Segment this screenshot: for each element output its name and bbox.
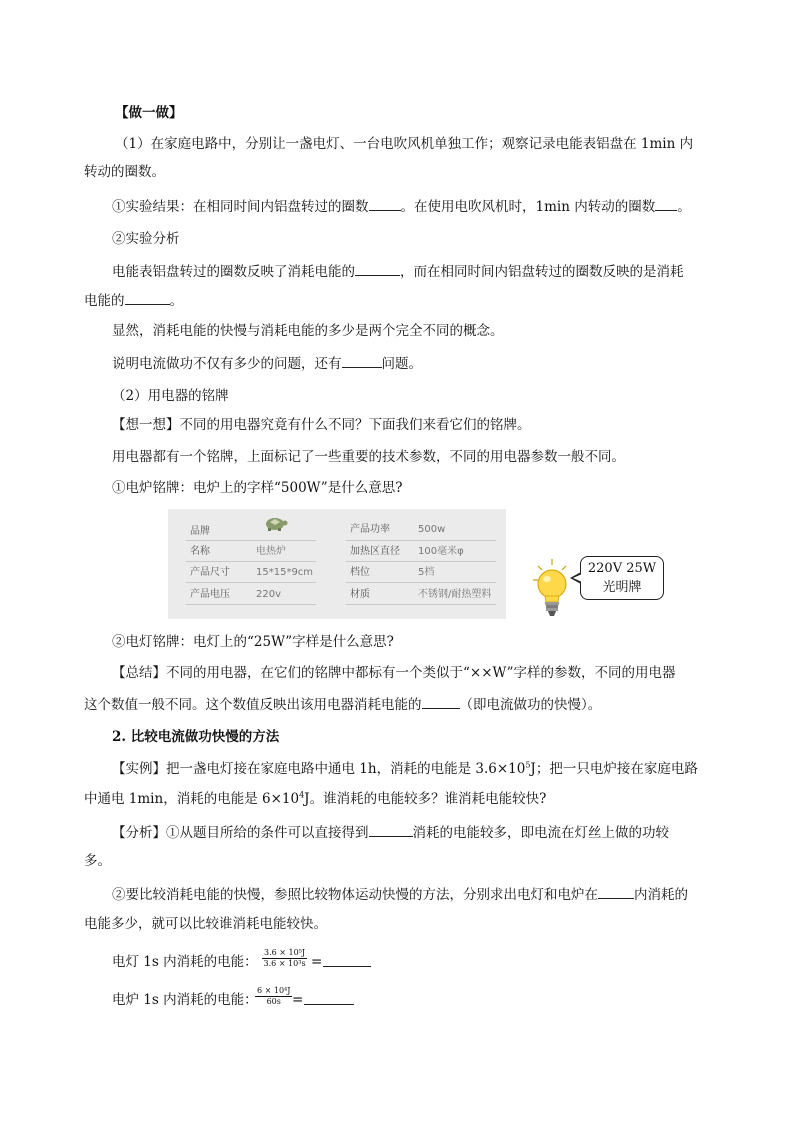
lamp-fraction	[262, 948, 307, 969]
stove-question: ①电炉铭牌：电炉上的字样“500W”是什么意思?	[112, 480, 403, 496]
summary-line: 这个数值一般不同。这个数值反映出该用电器消耗电能的 （即电流做功的快慢）。	[84, 697, 602, 713]
divider	[186, 561, 316, 562]
example-line: 【实例】把一盏电灯接在家庭电路中通电 1h，消耗的电能是 $3.6\times 10^5J$；把一只电炉接在家庭电路	[112, 760, 698, 777]
analysis-line: 电能的 。	[84, 293, 183, 309]
stove-nameplate	[168, 509, 506, 619]
plate-label: 产品功率	[350, 524, 390, 535]
stove-fraction	[255, 986, 292, 1007]
equals-sign: =	[292, 992, 304, 1008]
analysis-line: 电能表铝盘转过的圈数反映了消耗电能的 ，而在相同时间内铝盘转过的圈数反映的是消耗	[112, 264, 684, 280]
plate-label: 名称	[190, 546, 210, 557]
analysis-line: ②要比较消耗电能的快慢，参照比较物体运动快慢的方法，分别求出电灯和电炉在 内消耗的	[112, 887, 688, 903]
divider	[186, 540, 316, 541]
plate-value: 电热炉	[256, 546, 286, 557]
section-label-do: 【做一做】	[115, 105, 183, 121]
answer-blank	[323, 966, 371, 967]
answer-blank	[304, 1004, 354, 1005]
divider	[346, 540, 496, 541]
plate-label: 加热区直径	[350, 546, 400, 557]
analysis-heading: ②实验分析	[112, 231, 180, 247]
fraction-denominator: 60s	[266, 997, 281, 1006]
plate-label: 产品电压	[190, 589, 230, 600]
brand-logo-icon	[262, 515, 288, 531]
analysis-line: 电能多少，就可以比较谁消耗电能较快。	[84, 916, 327, 932]
analysis-line: 【分析】①从题目所给的条件可以直接得到 消耗的电能较多，即电流在灯丝上做的功较	[112, 825, 669, 841]
paragraph: 用电器都有一个铭牌，上面标记了一些重要的技术参数，不同的用电器参数一般不同。	[112, 449, 625, 465]
plate-value: 15*15*9cm	[256, 567, 314, 578]
plate-label: 材质	[350, 589, 370, 600]
divider	[346, 582, 496, 583]
divider	[186, 582, 316, 583]
subsection-heading: （2）用电器的铭牌	[112, 388, 229, 404]
fraction-numerator: 3.6 × 10⁵J	[264, 948, 306, 957]
section-heading: 2. 比较电流做功快慢的方法	[112, 729, 280, 745]
paragraph: 说明电流做功不仅有多少的问题，还有 问题。	[112, 356, 422, 372]
light-bulb-icon	[530, 556, 584, 620]
equals-sign: =	[311, 954, 323, 970]
plate-label: 产品尺寸	[190, 567, 230, 578]
plate-label: 品牌	[190, 526, 210, 537]
plate-value: 5档	[418, 567, 435, 578]
plate-value: 100毫米φ	[418, 546, 464, 557]
fraction-denominator: 3.6 × 10³s	[263, 959, 306, 968]
bulb-nameplate-bubble	[580, 556, 664, 600]
bulb-brand: 光明牌	[602, 580, 642, 595]
paragraph: 显然，消耗电能的快慢与消耗电能的多少是两个完全不同的概念。	[112, 323, 504, 339]
think-paragraph: 【想一想】不同的用电器究竟有什么不同？下面我们来看它们的铭牌。	[112, 417, 531, 433]
analysis-line: 多。	[84, 853, 111, 869]
stove-energy-label: 电炉 1s 内消耗的电能：	[112, 992, 258, 1008]
lamp-energy-label: 电灯 1s 内消耗的电能：	[112, 954, 258, 970]
plate-value: 500w	[418, 524, 446, 535]
fraction-numerator: 6 × 10⁴J	[257, 986, 291, 995]
plate-label: 档位	[350, 567, 370, 578]
plate-value: 不锈钢/耐热塑料	[418, 589, 492, 600]
summary-line: 【总结】不同的用电器，在它们的铭牌中都标有一个类似于“××W”字样的参数，不同的用电器	[112, 665, 676, 681]
result-line: ①实验结果：在相同时间内铝盘转过的圈数 。在使用电吹风机时，1min 内转动的圈数 。	[112, 199, 691, 215]
lamp-question: ②电灯铭牌：电灯上的“25W”字样是什么意思?	[112, 634, 394, 650]
divider	[186, 604, 316, 605]
speech-bubble-tail-fill	[573, 574, 582, 582]
divider	[346, 604, 496, 605]
example-line: 中通电 1min，消耗的电能是 $6\times 10^4J$。谁消耗的电能较多？谁消耗电能较快?	[84, 790, 547, 807]
bulb-rating: 220V 25W	[587, 561, 657, 576]
plate-value: 220v	[256, 589, 282, 600]
paragraph: 转动的圈数。	[84, 164, 165, 180]
paragraph: （1）在家庭电路中，分别让一盏电灯、一台电吹风机单独工作；观察记录电能表铝盘在 1min 内	[115, 136, 694, 152]
divider	[346, 561, 496, 562]
